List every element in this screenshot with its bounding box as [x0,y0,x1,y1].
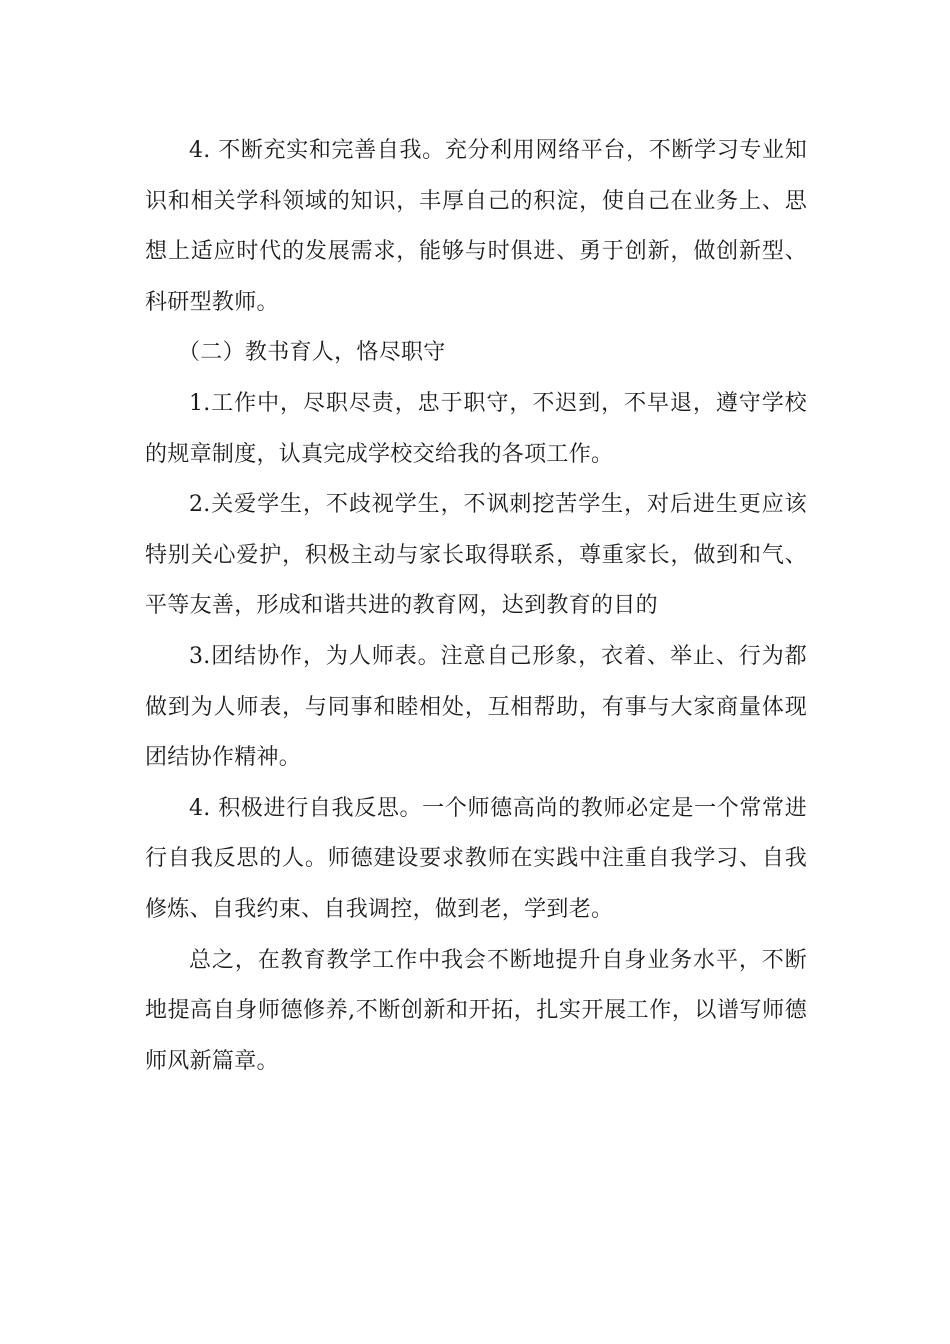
paragraph-work-duty: 1.工作中，尽职尽责，忠于职守，不迟到，不早退，遵守学校的规章制度，认真完成学校交给我的各项工作。 [145,390,807,467]
paragraph-conclusion: 总之，在教育教学工作中我会不断地提升自身业务水平，不断地提高自身师德修养,不断创新和开拓，扎实开展工作，以谱写师德师风新篇章。 [145,947,807,1074]
document-body [145,126,807,1087]
paragraph-self-improvement: 4. 不断充实和完善自我。充分利用网络平台，不断学习专业知识和相关学科领域的知识，丰厚自己的积淀，使自己在业务上、思想上适应时代的发展需求，能够与时俱进、勇于创新，做创新型、科研型教师。 [145,138,807,315]
paragraph-care-students: 2.关爱学生，不歧视学生，不讽刺挖苦学生，对后进生更应该特别关心爱护，积极主动与家长取得联系，尊重家长，做到和气、平等友善，形成和谐共进的教育网，达到教育的目的 [145,492,807,619]
section-heading-teaching-duty: （二）教书育人，恪尽职守 [178,340,446,366]
paragraph-self-reflection: 4. 积极进行自我反思。一个师德高尚的教师必定是一个常常进行自我反思的人。师德建设要求教师在实践中注重自我学习、自我修炼、自我约束、自我调控，做到老，学到老。 [145,795,807,922]
paragraph-teamwork: 3.团结协作，为人师表。注意自己形象，衣着、举止、行为都做到为人师表，与同事和睦相处，互相帮助，有事与大家商量体现团结协作精神。 [145,643,807,771]
